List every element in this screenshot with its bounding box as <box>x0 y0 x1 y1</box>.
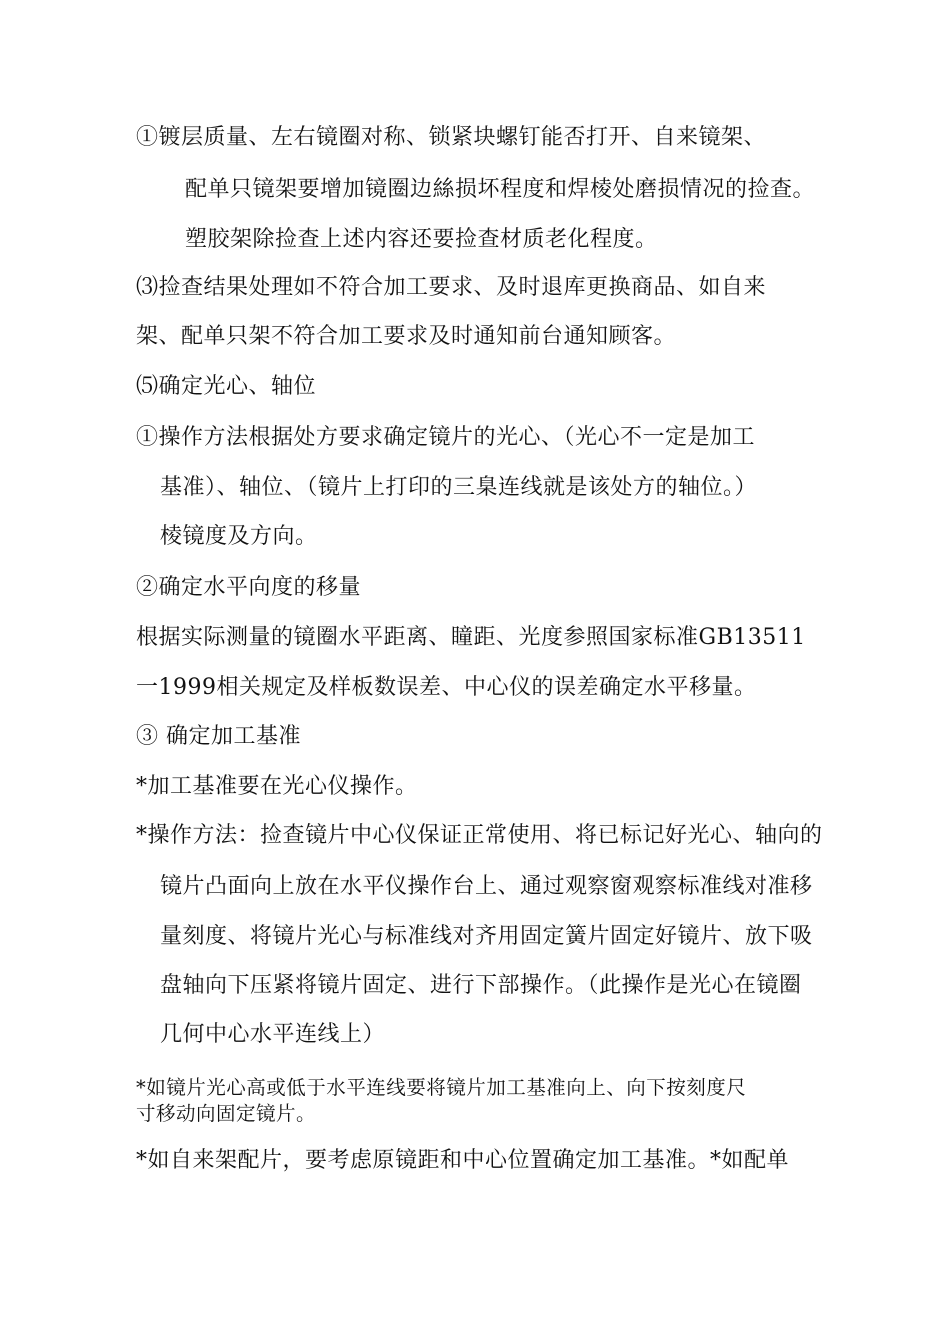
text-line: ⑶捡查结果处理如不符合加工要求、及时退库更换商品、如自来 <box>136 275 767 300</box>
text-line: 盘轴向下压紧将镜片固定、进行下部操作。（此操作是光心在镜圈 <box>160 973 802 998</box>
text-line: 塑胶架除捡查上述内容还要捡查材质老化程度。 <box>185 227 658 252</box>
text-line: 一1999相关规定及样板数误差、中心仪的误差确定水平移量。 <box>136 675 757 700</box>
section-heading: ⑸确定光心、轴位 <box>136 374 317 399</box>
text-line: 架、配单只架不符合加工要求及时通知前台通知顾客。 <box>136 324 677 349</box>
text-line: 基准）、轴位、（镜片上打印的三臬连线就是该处方的轴位。） <box>160 475 758 500</box>
text-line: 配单只镜架要增加镜圈边絲损坏程度和焊棱处磨损情况的捡查。 <box>185 177 816 202</box>
section-heading: ②确定水平向度的移量 <box>136 575 362 600</box>
text-line: ①操作方法根据处方要求确定镜片的光心、（光心不一定是加工 <box>136 425 756 450</box>
text-line: 镜片凸面向上放在水平仪操作台上、通过观察窗观察标准线对准移 <box>160 874 813 899</box>
text-line: *如镜片光心高或低于水平连线要将镜片加工基准向上、向下按刻度尺 <box>136 1076 747 1099</box>
text-line: 棱镜度及方向。 <box>160 524 318 549</box>
text-line: *加工基准要在光心仪操作。 <box>136 774 418 799</box>
text-line: 几何中心水平连线上） <box>160 1022 386 1047</box>
text-line: *如自来架配片，要考虑原镜距和中心位置确定加工基准。*如配单 <box>136 1148 790 1173</box>
text-line: ①镀层质量、左右镜圈对称、锁紧块螺钉能否打开、自来镜架、 <box>136 125 767 150</box>
text-line: 量刻度、将镜片光心与标准线对齐用固定簧片固定好镜片、放下吸 <box>160 924 813 949</box>
text-line: 根据实际测量的镜圈水平距离、瞳距、光度参照国家标准GB13511 <box>136 625 806 650</box>
text-line: 寸移动向固定镜片。 <box>136 1102 317 1125</box>
text-line: *操作方法：捡查镜片中心仪保证正常使用、将已标记好光心、轴向的 <box>136 823 823 848</box>
section-heading: ③ 确定加工基准 <box>136 724 301 749</box>
